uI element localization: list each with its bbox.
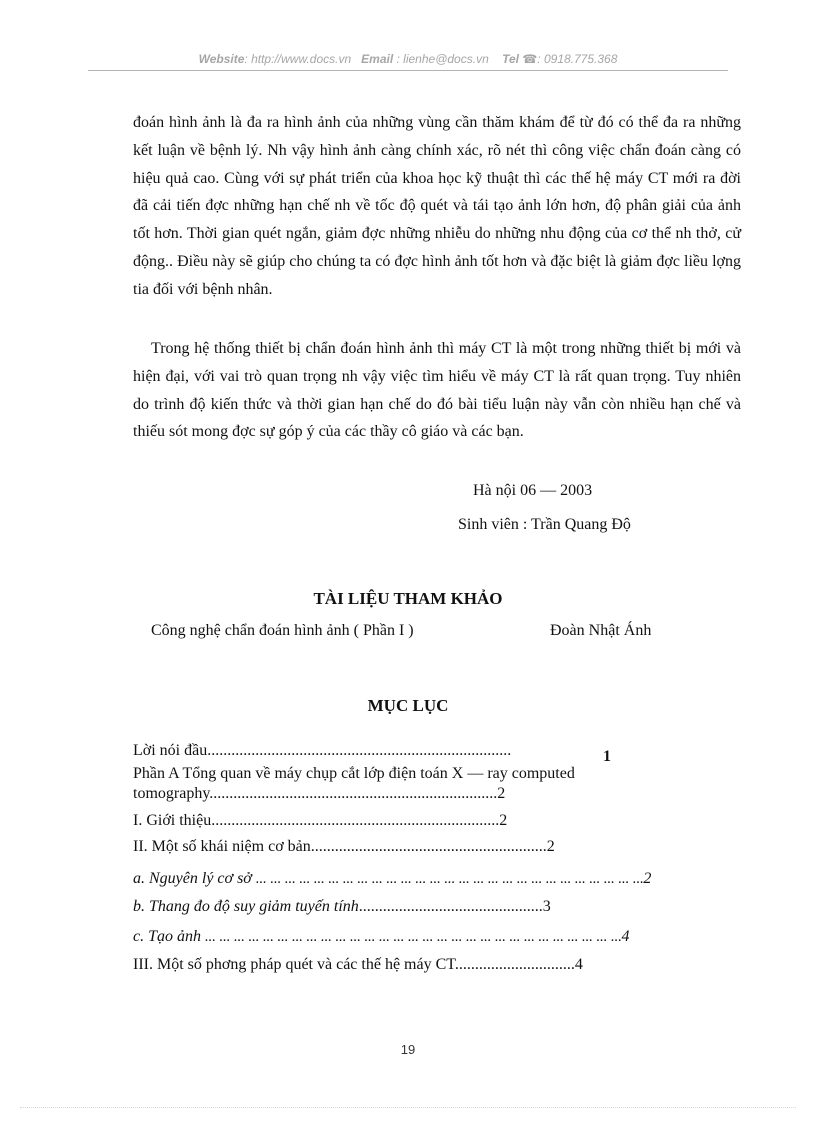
toc-entry[interactable]	[133, 742, 511, 760]
toc-title: MỤC LỤC	[367, 696, 449, 715]
student-signature: Sinh viên : Trần Quang Độ	[458, 516, 631, 533]
toc-entry-label: Phần A Tổng quan về máy chụp cắt lớp điện toán X — ray computed	[133, 765, 575, 782]
header-divider	[88, 70, 728, 71]
toc-entry-label: I. Giới thiệu	[133, 812, 212, 829]
toc-entry-page: 1	[603, 748, 611, 765]
toc-entry[interactable]	[133, 765, 575, 783]
toc-entry-page: 2	[497, 785, 506, 802]
page-number: 19	[400, 1042, 416, 1057]
website-value[interactable]: : http://www.docs.vn	[244, 52, 352, 66]
toc-entry-label: II. Một số khái niệm cơ bản	[133, 838, 311, 855]
toc-entry-dots: ... ... ... ... ... ... ... ... ... ... ... ... ... ... ... ... ... ... ... ... ... ... ... ... ... ... ...	[251, 871, 644, 887]
tel-value: : 0918.775.368	[537, 52, 618, 66]
tel-label: Tel	[502, 52, 519, 66]
toc-entry[interactable]	[133, 928, 630, 946]
toc-entry-page: 4	[574, 956, 583, 973]
reference-item-author: Đoàn Nhật Ánh	[550, 622, 652, 639]
footer-divider	[20, 1107, 796, 1108]
toc-entry-page: 3	[542, 898, 551, 915]
toc-entry-label: a. Nguyên lý cơ sở	[133, 870, 252, 887]
reference-item-title: Công nghệ chẩn đoán hình ảnh ( Phần I )	[151, 622, 414, 639]
toc-entry-label: Lời nói đầu	[133, 742, 208, 759]
toc-entry-dots: ............................................................................	[207, 742, 512, 759]
toc-entry-dots: ..............................	[454, 956, 575, 973]
toc-entry[interactable]	[133, 898, 551, 916]
phone-icon: ☎	[522, 52, 538, 66]
intro-paragraph-2: Trong hệ thống thiết bị chẩn đoán hình ảnh thì máy CT là một trong những thiết bị mới và hiện đại, với vai trò quan trọng nh vậy việc tìm hiểu về máy CT là rất quan trọng. Tuy nhiên do trình độ kiến thức và thời gian hạn chế do đó bài tiểu luận này vẫn còn nhiều hạn chế và thiếu sót mong đợc sự góp ý của các thầy cô giáo và các bạn.	[133, 340, 741, 441]
toc-entry-page: 4	[621, 928, 630, 945]
email-value[interactable]: : lienhe@docs.vn	[393, 52, 489, 66]
toc-entry[interactable]	[133, 870, 651, 888]
toc-entry-dots: ...........................................................	[310, 838, 547, 855]
toc-entry[interactable]	[133, 812, 507, 830]
toc-entry-page: 2	[546, 838, 555, 855]
references-title: TÀI LIỆU THAM KHẢO	[313, 589, 503, 608]
toc-entry-page: 2	[499, 812, 508, 829]
toc-entry[interactable]	[133, 785, 505, 803]
website-label: Website	[198, 52, 245, 66]
toc-entry-label: tomography	[133, 785, 210, 802]
toc-entry-dots: ..............................................	[358, 898, 543, 915]
toc-entry[interactable]	[133, 956, 583, 974]
toc-entry[interactable]	[133, 838, 555, 856]
toc-entry-label: III. Một số phơng pháp quét và các thế hệ máy CT	[133, 956, 455, 973]
toc-entry-label: c. Tạo ảnh	[133, 928, 201, 945]
toc-entry-dots: ........................................................................	[209, 785, 498, 802]
email-label: Email	[361, 52, 394, 66]
toc-entry-dots: ........................................................................	[211, 812, 500, 829]
intro-paragraph-1: đoán hình ảnh là đa ra hình ảnh của những vùng cần thăm khám để từ đó có thể đa ra những kết luận về bệnh lý. Nh vậy hình ảnh càng chính xác, rõ nét thì công việc chẩn đoán càng có hiệu quả cao. Cùng với sự phát triển của khoa học kỹ thuật thì các thế hệ máy CT mới ra đời đã cải tiến đợc những hạn chế nh về tốc độ quét và tái tạo ảnh lớn hơn, độ phân giải của ảnh tốt hơn. Thời gian quét ngắn, giảm đợc những nhiễu do những nhu động của cơ thể nh thở, cử động.. Điều này sẽ giúp cho chúng ta có đợc hình ảnh tốt hơn và đặc biệt là giảm đợc liều lợng tia đối với bệnh nhân.	[133, 114, 741, 298]
toc-entry-page: 2	[643, 870, 652, 887]
date-line: Hà nội 06 — 2003	[473, 482, 593, 499]
toc-entry-dots: ... ... ... ... ... ... ... ... ... ... ... ... ... ... ... ... ... ... ... ... ... ... ... ... ... ... ... ... ...	[201, 929, 622, 945]
page-header	[0, 52, 816, 66]
toc-entry-label: b. Thang đo độ suy giảm tuyến tính	[133, 898, 359, 915]
